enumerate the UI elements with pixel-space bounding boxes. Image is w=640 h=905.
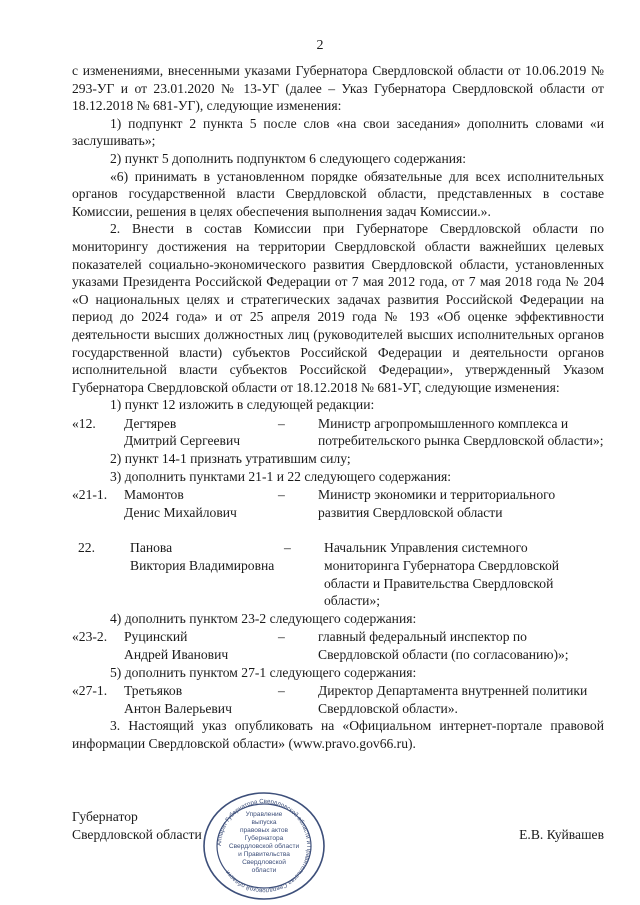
member-name (124, 628, 278, 663)
member-given-names: Виктория Владимировна (130, 558, 275, 574)
subitem-2-2: 2) пункт 14-1 признать утратившим силу; (110, 451, 351, 467)
member-position: главный федеральный инспектор по Свердловской области (по согласованию)»; (318, 629, 569, 662)
seal-center-line: Управление (245, 811, 283, 818)
entry-number: «23-2. (72, 629, 108, 645)
entry-number: «12. (72, 415, 96, 431)
entry-number: «27-1. (72, 683, 108, 699)
entry-dash: – (278, 487, 285, 503)
subitem-2-5: 5) дополнить пунктом 27-1 следующего содержания: (110, 664, 417, 680)
member-surname: Третьяков (124, 683, 183, 699)
member-given-names: Денис Михайлович (124, 504, 237, 520)
entry-number: «21-1. (72, 487, 108, 503)
member-surname: Руцинский (124, 629, 188, 645)
signer-title-line-2: Свердловской области (72, 826, 202, 842)
seal-center-line: Свердловской области (228, 843, 300, 850)
entry-number: 22. (78, 540, 95, 556)
member-name (124, 415, 278, 450)
subitem-2-3: 3) дополнить пунктами 21-1 и 22 следующего содержания: (110, 468, 452, 484)
subitem-1-1: 1) подпункт 2 пункта 5 после слов «на свои заседания» дополнить словами «и заслушивать»; (72, 115, 604, 149)
seal-center-line: Губернатора (244, 835, 284, 842)
subitem-2-4: 4) дополнить пунктом 23-2 следующего содержания: (110, 610, 417, 626)
member-surname: Мамонтов (124, 487, 184, 503)
paragraph-3: 3. Настоящий указ опубликовать на «Официальном интернет-портале правовой информации Свердловской области» (www.pravo.gov66.ru). (72, 718, 604, 751)
seal-center-line: и Правительства (238, 851, 290, 858)
member-given-names: Дмитрий Сергеевич (124, 433, 241, 449)
member-position: Министр агропромышленного комплекса и потребительского рынка Свердловской области»; (318, 415, 604, 449)
signature-block (72, 808, 604, 843)
member-entry-22 (72, 539, 604, 609)
subitem-1-3: «6) принимать в установленном порядке обязательные для всех исполнительных органов государственной власти Свердловской области, представленных в составе Комиссии, решения в целях обеспечения выполнения задач Комиссии.». (72, 168, 604, 219)
member-name (124, 682, 278, 717)
seal-center-line: Свердловской (242, 859, 286, 866)
member-position: Начальник Управления системного мониторинга Губернатора Свердловской области и Правительства Свердловской области»; (324, 540, 560, 609)
seal-center-line: правовых актов (239, 827, 289, 834)
member-entry-21-1 (72, 486, 604, 521)
paragraph-1: с изменениями, внесенными указами Губернатора Свердловской области от 10.06.2019 № 293-УГ и от 23.01.2020 № 13-УГ (далее – Указ Губернатора Свердловской области от 18.12.2018 № 681-УГ), следующие изменения: (72, 63, 604, 114)
member-entry-23-2 (72, 628, 604, 663)
member-position: Министр экономики и территориального развития Свердловской области (318, 487, 556, 520)
entry-dash: – (278, 629, 285, 645)
entry-dash: – (284, 540, 291, 556)
signer-name: Е.В. Куйвашев (519, 826, 604, 842)
entry-dash: – (278, 683, 285, 699)
member-name (124, 486, 278, 521)
signer-title-line-1: Губернатор (72, 809, 138, 824)
member-surname: Панова (130, 540, 173, 556)
member-entry-27-1 (72, 682, 604, 717)
page-number: 2 (316, 38, 324, 53)
official-seal-stamp (200, 790, 328, 902)
member-given-names: Антон Валерьевич (124, 700, 232, 716)
subitem-1-2: 2) пункт 5 дополнить подпунктом 6 следующего содержания: (110, 150, 467, 166)
member-position: Директор Департамента внутренней политики Свердловской области». (318, 683, 588, 716)
member-given-names: Андрей Иванович (124, 647, 229, 662)
paragraph-2: 2. Внести в состав Комиссии при Губернаторе Свердловской области по мониторингу достижения на территории Свердловской области важнейших целевых показателей социально-экономического развития Свердловской области, установленных указами Президента Российской Федерации от 7 мая 2012 года, от 7 мая 2018 года № 204 «О национальных целях и стратегических задачах развития Российской Федерации на период до 2024 года» и от 25 апреля 2019 года № 193 «Об оценке эффективности деятельности высших должностных лиц (руководителей высших исполнительных органов государственной власти) субъектов Российской Федерации и деятельности органов исполнительной власти субъектов Российской Федерации», утвержденный Указом Губернатора Свердловской области от 18.12.2018 № 681-УГ, следующие изменения: (72, 221, 604, 395)
entry-dash: – (278, 415, 285, 431)
member-name (130, 539, 284, 609)
seal-center-line: области (251, 867, 277, 874)
document-body (72, 62, 604, 753)
seal-ring-text: Аппарат Губернатора Свердловской области и Правительства Свердловской области (215, 797, 313, 895)
member-surname: Дегтярев (124, 415, 177, 431)
subitem-2-1: 1) пункт 12 изложить в следующей редакции: (110, 397, 375, 413)
entry-spacer (72, 521, 604, 538)
member-entry-12 (72, 415, 604, 450)
seal-center-line: выпуска (251, 819, 277, 826)
